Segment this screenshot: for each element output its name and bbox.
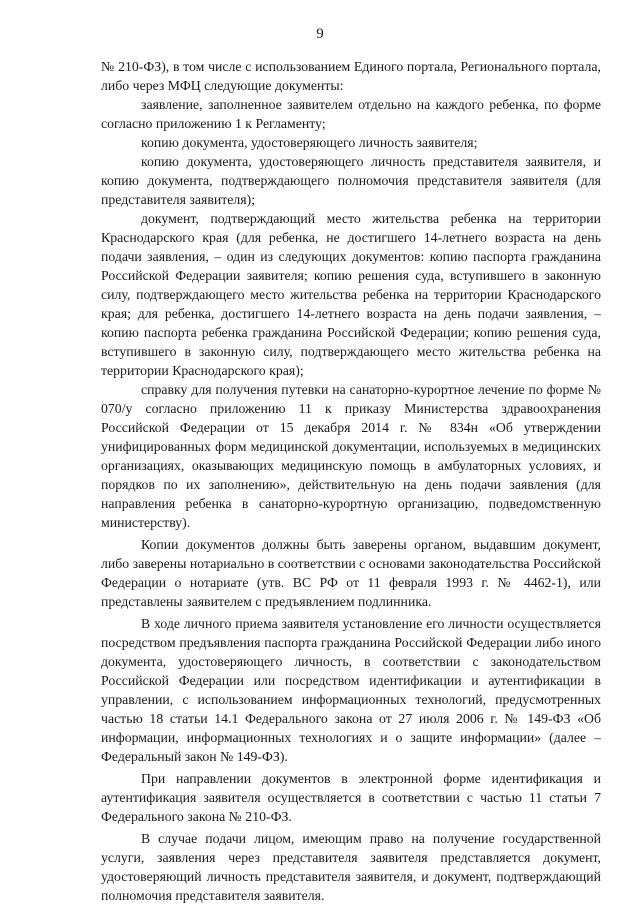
paragraph-representative-submission: В случае подачи лицом, имеющим право на получение государственной услуги, заявления через представителя заявителя представляется документ, удостоверяющий личность представителя заявителя, и документ, подтверждающий полномочия представителя заявителя. xyxy=(101,831,601,903)
body-text xyxy=(101,57,601,905)
paragraph-continuation: № 210-ФЗ), в том числе с использованием Единого портала, Регионального портала, либо через МФЦ следующие документы: xyxy=(101,59,601,93)
paragraph-personal-reception: В ходе личного приема заявителя установление его личности осуществляется посредством предъявления паспорта гражданина Российской Федерации либо иного документа, удостоверяющего личность, в соответствии с законодательством Российской Федерации или посредством идентификации и аутентификации в управлении, с использованием информационных технологий, предусмотренных частью 18 статьи 14.1 Федерального закона от 27 июля 2006 г. № 149-ФЗ «Об информации, информационных технологиях и о защите информации» (далее – Федеральный закон № 149-ФЗ). xyxy=(101,616,601,764)
paragraph-copies-certification: Копии документов должны быть заверены органом, выдавшим документ, либо заверены нотариально в соответствии с основами законодательства Российской Федерации о нотариате (утв. ВС РФ от 11 февраля 1993 г. № 4462-1), или представлены заявителем с предъявлением подлинника. xyxy=(101,537,601,609)
paragraph-application-item: заявление, заполненное заявителем отдельно на каждого ребенка, по форме согласно приложению 1 к Регламенту; xyxy=(101,97,601,131)
paragraph-residence-document-item: документ, подтверждающий место жительства ребенка на территории Краснодарского края (для ребенка, не достигшего 14-летнего возраста на день подачи заявления, – один из следующих документов: копию паспорта гражданина Российской Федерации заявителя; копию решения суда, вступившего в законную силу, подтверждающего место жительства ребенка на территории Краснодарского края; для ребенка, достигшего 14-летнего возраста на день подачи заявления, – копию паспорта ребенка гражданина Российской Федерации; копию решения суда, вступившего в законную силу, подтверждающего место жительства ребенка на территории Краснодарского края); xyxy=(101,211,601,378)
paragraph-applicant-id-item: копию документа, удостоверяющего личность заявителя; xyxy=(141,135,478,150)
paragraph-representative-id-item: копию документа, удостоверяющего личность представителя заявителя, и копию документа, подтверждающего полномочия представителя заявителя (для представителя заявителя); xyxy=(101,154,601,207)
paragraph-medical-certificate-item: справку для получения путевки на санаторно-курортное лечение по форме № 070/у согласно приложению 11 к приказу Министерства здравоохранения Российской Федерации от 15 декабря 2014 г. № 834н «Об утверждении унифицированных форм медицинской документации, используемых в медицинских организациях, оказывающих медицинскую помощь в амбулаторных условиях, и порядков по их заполнению», действительную на день подачи заявления (для направления ребенка в санаторно-курортную организацию, подведомственную министерству). xyxy=(101,382,601,530)
paragraph-electronic-identification: При направлении документов в электронной форме идентификация и аутентификация заявителя осуществляется в соответствии с частью 11 статьи 7 Федерального закона № 210-ФЗ. xyxy=(101,771,601,824)
page-number: 9 xyxy=(316,26,324,42)
